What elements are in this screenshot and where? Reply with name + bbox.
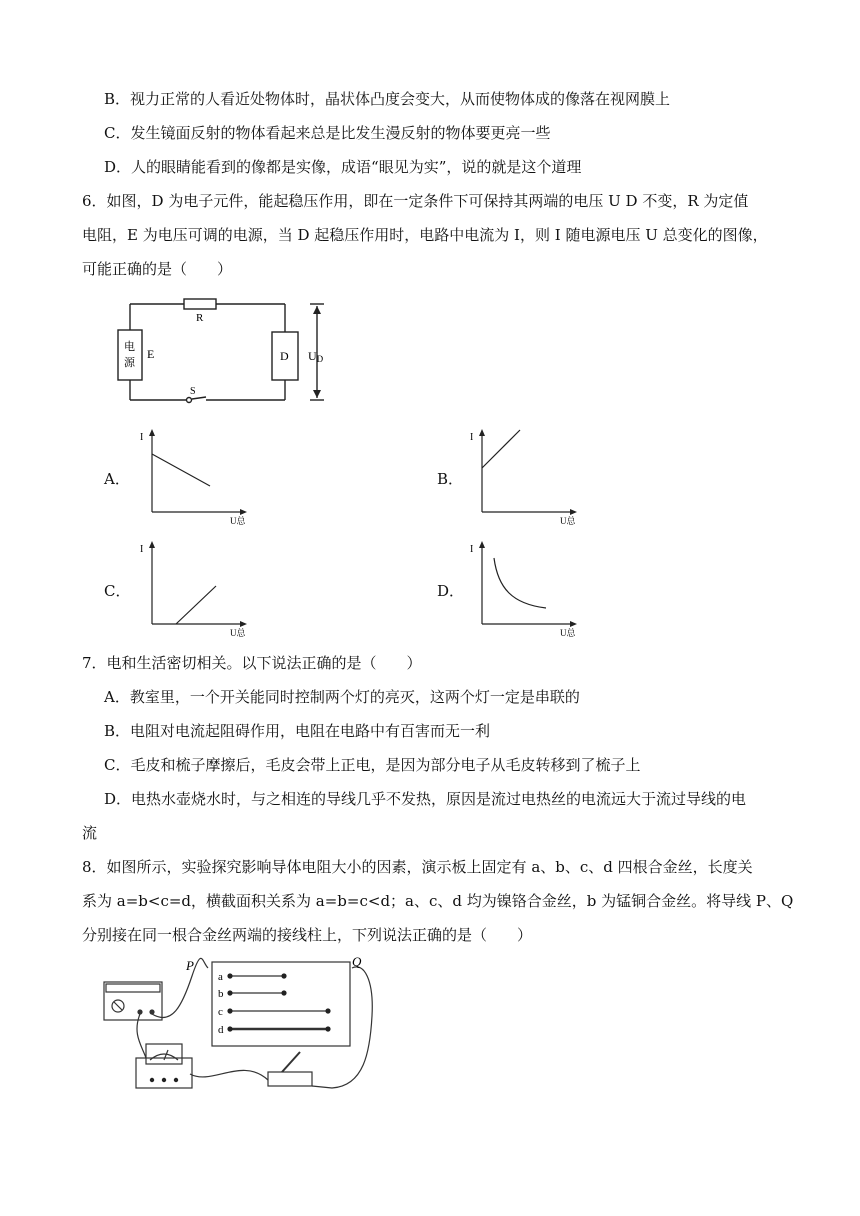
resistor-r	[184, 299, 216, 309]
power-source	[118, 330, 142, 380]
q6-graph-c	[138, 538, 250, 638]
q8-stem-line1: 8．如图所示，实验探究影响导体电阻大小的因素，演示板上固定有 a、b、c、d 四根合金丝，长度关	[82, 858, 753, 876]
q6-stem-line2: 电阻，E 为电压可调的电源，当 D 起稳压作用时，电路中电流为 I，则 I 随电源电压 U 总变化的图像，	[82, 226, 768, 244]
graph-d-xlabel: U总	[560, 628, 576, 638]
graph-d-ylabel: I	[470, 544, 474, 555]
q7-option-c: C．毛皮和梳子摩擦后，毛皮会带上正电，是因为部分电子从毛皮转移到了梳子上	[104, 756, 641, 774]
q7-option-a: A．教室里，一个开关能同时控制两个灯的亮灭，这两个灯一定是串联的	[104, 688, 580, 706]
q7-option-d-line1: D．电热水壶烧水时，与之相连的导线几乎不发热，原因是流过电热丝的电流远大于流过导线的电	[104, 790, 747, 808]
label-source-bottom: 源	[124, 357, 135, 369]
label-ud: UD	[308, 349, 324, 364]
graph-a-xlabel: U总	[230, 516, 246, 526]
label-d: D	[280, 349, 289, 363]
q8-experiment-figure	[102, 956, 392, 1096]
graph-d-curve	[494, 558, 546, 608]
graph-b-line	[482, 430, 520, 468]
graph-b-xlabel: U总	[560, 516, 576, 526]
q6-graph-b	[468, 426, 580, 526]
q6-stem-line3: 可能正确的是（ ）	[82, 260, 233, 278]
switch-s	[187, 398, 192, 403]
wire-d-label: d	[218, 1024, 224, 1036]
q7-option-b: B．电阻对电流起阻碍作用，电阻在电路中有百害而无一利	[104, 722, 491, 740]
q8-stem-line2: 系为 a=b<c=d，横截面积关系为 a=b=c<d；a、c、d 均为镍铬合金丝，b 为锰铜合金丝。将导线 P、Q	[82, 892, 794, 910]
label-s: S	[190, 386, 196, 397]
q5-option-d: D．人的眼睛能看到的像都是实像，成语“眼见为实”，说的就是这个道理	[104, 158, 582, 176]
label-e: E	[147, 347, 155, 361]
wire-b-label: b	[218, 988, 224, 1000]
knife-switch	[268, 1072, 312, 1086]
q6-graph-a	[138, 426, 250, 526]
label-r: R	[196, 312, 204, 324]
q6-circuit-diagram	[110, 296, 340, 408]
q7-option-d-line2: 流	[82, 824, 98, 842]
q7-stem: 7．电和生活密切相关。以下说法正确的是（ ）	[82, 654, 422, 672]
q6-option-c: C．	[104, 582, 131, 600]
lead-q-label: Q	[352, 956, 362, 969]
q6-option-b: B．	[437, 470, 464, 488]
demo-board	[212, 962, 350, 1046]
lead-p-label: P	[186, 958, 194, 973]
graph-c-xlabel: U总	[230, 628, 246, 638]
q6-stem-line1: 6．如图，D 为电子元件，能起稳压作用，即在一定条件下可保持其两端的电压 U D 不变，R 为定值	[82, 192, 749, 210]
graph-c-line	[176, 586, 216, 624]
q6-option-d: D．	[437, 582, 465, 600]
q5-option-b: B．视力正常的人看近处物体时，晶状体凸度会变大，从而使物体成的像落在视网膜上	[104, 90, 671, 108]
ammeter	[136, 1058, 192, 1088]
graph-a-ylabel: I	[140, 432, 144, 443]
q6-option-a: A．	[104, 470, 130, 488]
q8-stem-line3: 分别接在同一根合金丝两端的接线柱上，下列说法正确的是（ ）	[82, 926, 533, 944]
q5-option-c: C．发生镜面反射的物体看起来总是比发生漫反射的物体要更亮一些	[104, 124, 551, 142]
graph-c-ylabel: I	[140, 544, 144, 555]
graph-a-line	[152, 454, 210, 486]
wire-c-label: c	[218, 1006, 223, 1018]
label-source-top: 电	[124, 341, 135, 353]
wire-a-label: a	[218, 971, 223, 983]
graph-b-ylabel: I	[470, 432, 474, 443]
q6-graph-d	[468, 538, 580, 638]
